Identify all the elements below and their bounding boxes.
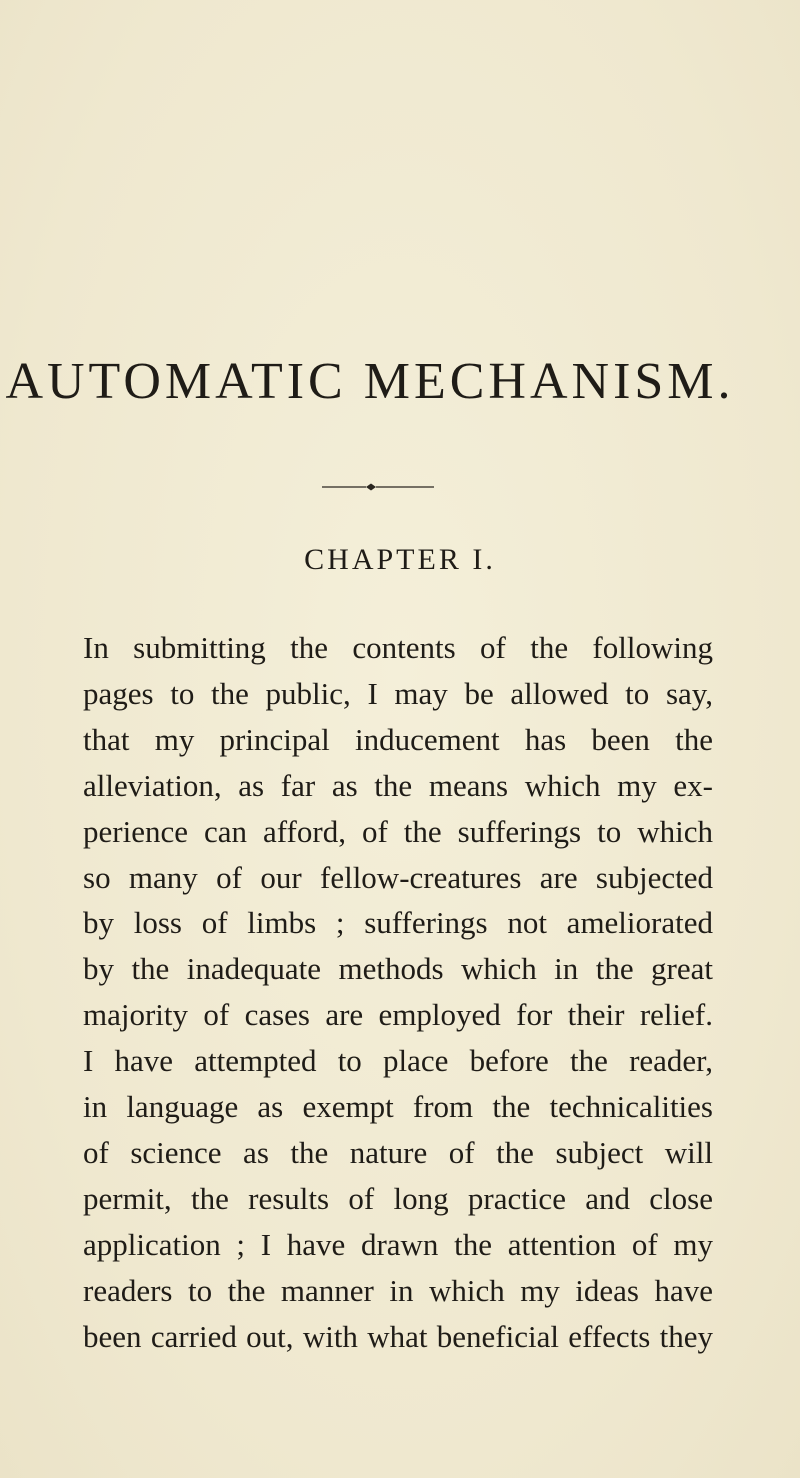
page-title: AUTOMATIC MECHANISM. [5, 353, 735, 410]
body-paragraph [83, 625, 713, 1360]
text-line: been carried out, with what beneficial effects they [83, 1318, 713, 1354]
text-line: perience can afford, of the sufferings to which [83, 813, 713, 849]
text-line: application ; I have drawn the attention of my [83, 1226, 713, 1262]
text-line: of science as the nature of the subject will [83, 1134, 713, 1170]
text-line: by the inadequate methods which in the great [83, 951, 713, 987]
text-line: majority of cases are employed for their relief. [83, 997, 713, 1033]
text-line: permit, the results of long practice and close [83, 1180, 713, 1216]
chapter-heading: CHAPTER I. [304, 543, 496, 576]
text-line: readers to the manner in which my ideas have [83, 1272, 713, 1308]
text-line: pages to the public, I may be allowed to say, [83, 675, 713, 711]
text-line: In submitting the contents of the following [83, 630, 713, 665]
diamond-rule-ornament [322, 481, 434, 493]
text-line: in language as exempt from the technicalities [83, 1089, 713, 1125]
text-line: I have attempted to place before the reader, [83, 1043, 713, 1079]
text-line: by loss of limbs ; sufferings not ameliorated [83, 905, 713, 941]
text-line: so many of our fellow-creatures are subjected [83, 859, 713, 895]
text-line: that my principal inducement has been the [83, 721, 713, 757]
text-line: alleviation, as far as the means which my ex- [83, 767, 713, 803]
